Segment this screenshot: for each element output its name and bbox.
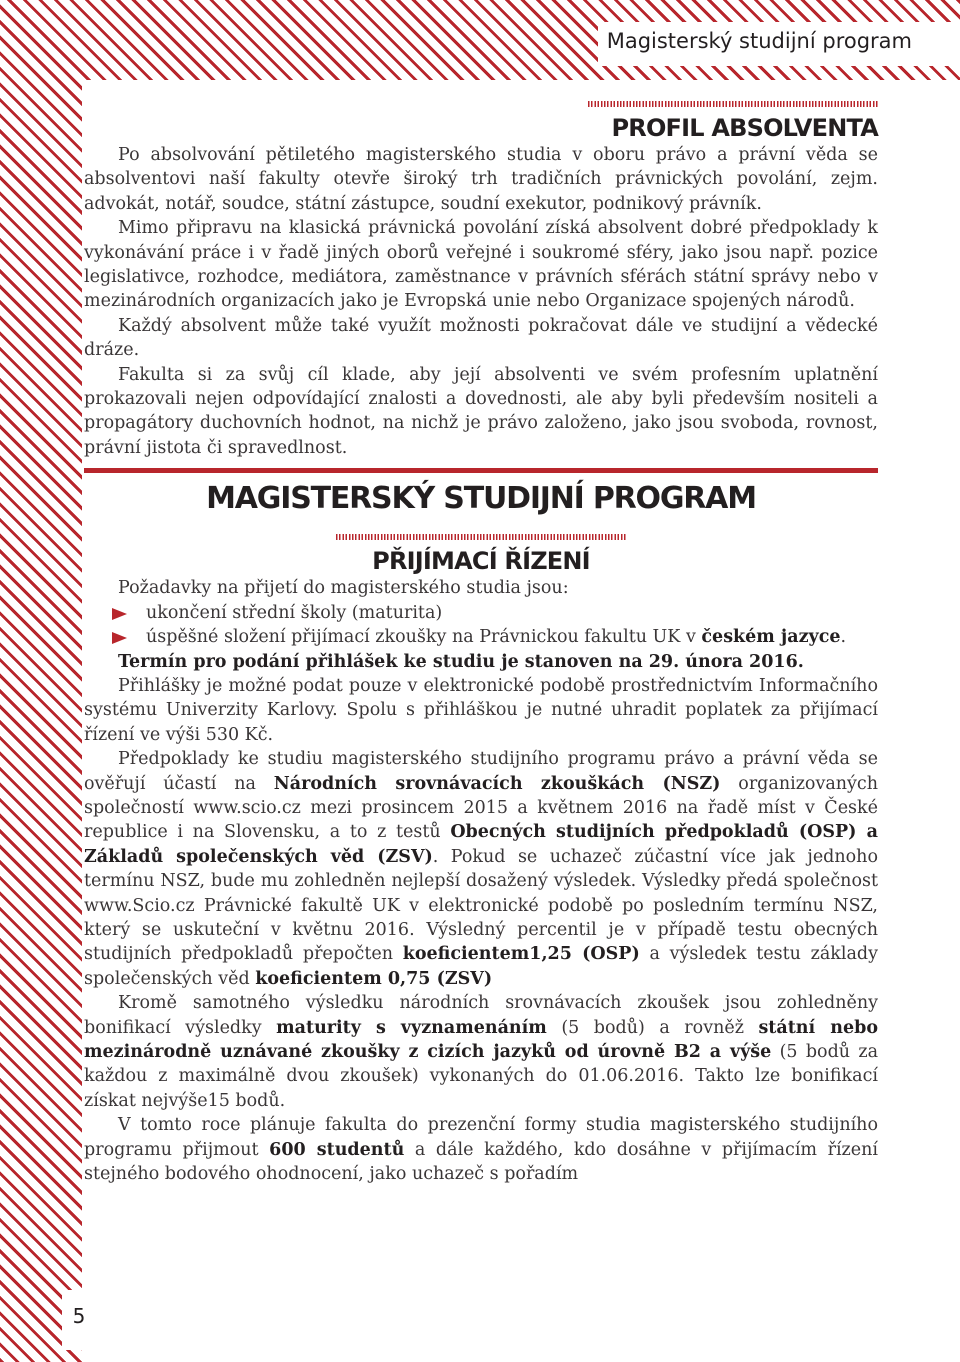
paragraph: Fakulta si za svůj cíl klade, aby její absolventi ve svém profesním uplatnění prokazovali nejen odpovídající znalosti a dovednosti, ale aby byli především nositeli a propagátory duchovních hodnot, na nichž je právo založeno, jako jsou svoboda, rovnost, právní jistota či spravedlnost.: [84, 364, 878, 458]
red-divider: [84, 468, 878, 473]
paragraph: Každý absolvent může také využít možnosti pokračovat dále ve studijní a vědecké dráze.: [84, 315, 878, 361]
profil-heading-block: [84, 92, 878, 143]
emphasis: českém jazyce: [701, 627, 841, 648]
deadline-text: Termín pro podání přihlášek ke studiu je stanoven na 29. února 2016.: [118, 651, 804, 672]
header-title: Magisterský studijní program: [606, 29, 912, 53]
main-content: [84, 92, 878, 1186]
triangle-bullet-icon: [112, 608, 127, 620]
paragraph-bonifikace: [84, 991, 878, 1113]
emphasis: Obecných studijních předpokladů (OSP) a Základů společenských věd (ZSV): [84, 822, 878, 867]
list-item: [84, 601, 878, 625]
paragraph-nsz: [84, 747, 878, 991]
paragraph-plan: [84, 1113, 878, 1186]
emphasis: maturity s vyznamenáním: [276, 1017, 547, 1038]
program-title: MAGISTERSKÝ STUDIJNÍ PROGRAM: [206, 481, 756, 517]
hatch-decoration: [336, 534, 626, 540]
page-number: 5: [72, 1304, 86, 1328]
text-run: a výsledek testu základy společenských věd: [84, 944, 878, 989]
text-run: a dále každého, kdo dosáhne v přijímacím řízení stejného bodového ohodnocení, jako uchazeč s pořadím: [84, 1139, 879, 1185]
list-item-text: úspěšné složení přijímací zkoušky na Právnickou fakultu UK v: [146, 627, 702, 648]
text-run: . Pokud se uchazeč zúčastní více jak jednoho termínu NSZ, bude mu zohledněn nejlepší dosažený výsledek. Výsledky předá společnost www.Scio.cz Právnické fakultě UK v elektronické podobě po posledním termínu NSZ, který se uskuteční v květnu 2016. Výsledný percentil je v případě testu obecných studijních předpokladů přepočten: [84, 846, 878, 965]
section-heading-profil: PROFIL ABSOLVENTA: [611, 114, 878, 142]
text-run: (5 bodů za každou z maximálně dvou zkoušek) vykonaných do 01.06.2016. Takto lze bonifikací získat nejvýše15 bodů.: [84, 1042, 879, 1111]
text-run: (5 bodů) a rovněž: [546, 1017, 759, 1038]
running-header: [598, 22, 960, 66]
hatch-decoration: [588, 101, 878, 107]
section-heading-prijimaci: PŘIJÍMACÍ ŘÍZENÍ: [372, 547, 590, 576]
list-item-text: .: [840, 627, 847, 648]
emphasis: Národních srovnávacích zkouškách (NSZ): [273, 773, 721, 794]
emphasis: 600 studentů: [269, 1139, 405, 1160]
list-item-text: ukončení střední školy (maturita): [146, 602, 443, 623]
text-run: organizovaných společností www.scio.cz mezi prosincem 2015 a květnem 2016 na řadě míst v České republice i na Slovensku, a to z testů: [84, 773, 878, 843]
triangle-bullet-icon: [112, 632, 127, 644]
list-item: [84, 625, 878, 649]
paragraph: Po absolvování pětiletého magisterského studia v oboru právo a právní věda se absolventovi naší fakulty otevře široký trh tradičních právnických povolání, zejm. advokát, notář, soudce, státní zástupce, soudní exekutor, podnikový právník.: [84, 145, 878, 214]
text-run: V tomto roce plánuje fakulta do prezenční formy studia magisterského studijního programu přijmout: [84, 1115, 878, 1160]
text-run: Předpoklady ke studiu magisterského studijního programu právo a právní věda se ověřují účastí na: [84, 749, 878, 794]
page-number-box: [62, 1290, 130, 1350]
paragraph: Přihlášky je možné podat pouze v elektronické podobě prostřednictvím Informačního systému Univerzity Karlovy. Spolu s přihláškou je nutné uhradit poplatek za přijímací řízení ve výši 530 Kč.: [84, 675, 878, 745]
emphasis: státní nebo mezinárodně uznávané zkoušky z cizích jazyků od úrovně B2 a výše: [84, 1017, 878, 1062]
text-run: Kromě samotného výsledku národních srovnávacích zkoušek jsou zohledněny bonifikací výsledky: [84, 993, 878, 1038]
paragraph: Mimo připravu na klasická právnická povolání získá absolvent dobré předpoklady k vykonávání práce i v řadě jiných oborů veřejné i soukromé sféry, jako jsou např. pozice legislativce, rozhodce, mediátora, zaměstnance v právních sférách státní správy nebo v mezinárodních organizacích jako je Evropská unie nebo Organizace spojených národů.: [84, 218, 878, 312]
emphasis: koeficientem 0,75 (ZSV): [255, 968, 493, 989]
emphasis: koeficientem1,25 (OSP): [402, 944, 640, 965]
paragraph: Požadavky na přijetí do magisterského studia jsou:: [118, 578, 569, 599]
prijimaci-heading-block: [84, 525, 878, 576]
